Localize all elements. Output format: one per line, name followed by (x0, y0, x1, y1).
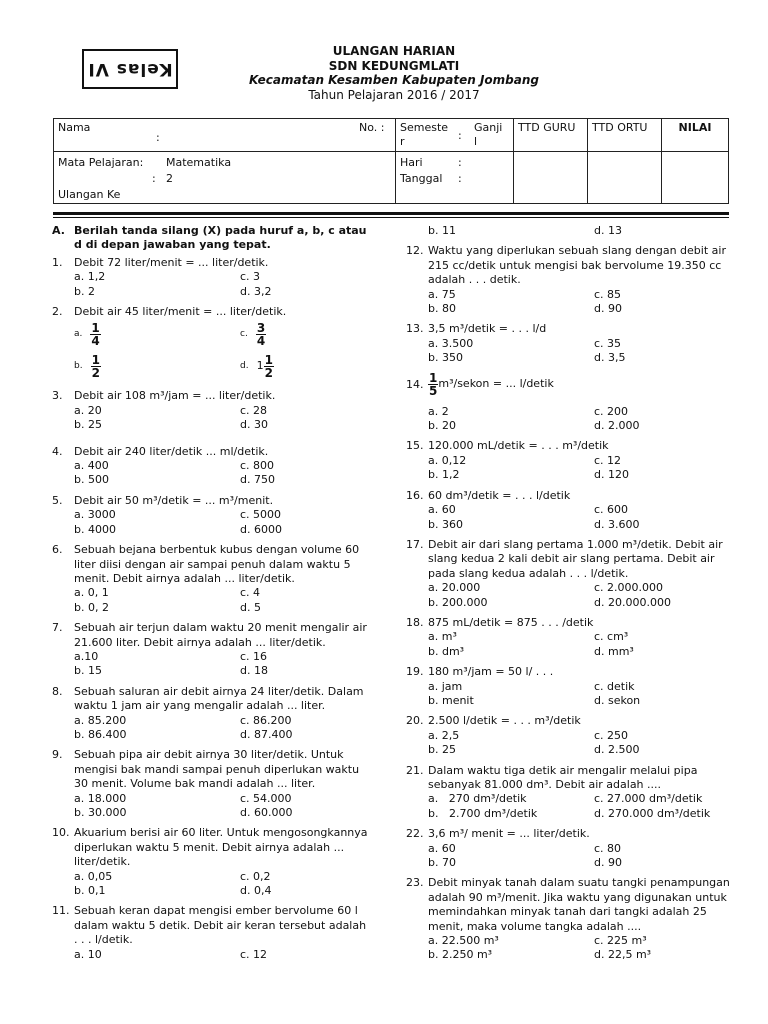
date-label: Tanggal (400, 172, 443, 185)
option-b[interactable]: b. 70 (428, 856, 456, 870)
option-a[interactable]: a. 20.000 (428, 581, 481, 595)
question-number: 16. (406, 488, 424, 502)
question-text: Sebuah keran dapat mengisi ember bervolume 60 l dalam waktu 5 detik. Debit air keran tersebut adalah . . . l/detik. (74, 904, 367, 947)
school-location: Kecamatan Kesamben Kabupaten Jombang (249, 73, 539, 87)
option-a[interactable]: a. 3000 (74, 508, 116, 522)
option-d[interactable]: d. 87.400 (240, 727, 293, 741)
option-d[interactable]: d. 120 (594, 468, 629, 482)
option-a[interactable]: a. 10 (74, 947, 102, 961)
option-d[interactable]: d. sekon (594, 693, 641, 707)
semester-value-a: Ganji (474, 121, 503, 134)
option-a[interactable]: a. 1,2 (74, 270, 106, 284)
option-d[interactable]: d. 750 (240, 473, 275, 487)
day-colon: : (458, 156, 462, 169)
question-text: Debit air 50 m³/detik = ... m³/menit. (74, 493, 274, 507)
question-number: 11. (52, 904, 70, 918)
option-c[interactable]: c. 250 (594, 728, 629, 742)
question-11-continued (406, 224, 736, 238)
option-d[interactable]: d. 5 (240, 600, 261, 614)
option-d[interactable]: d. 3.600 (594, 517, 640, 531)
option-b[interactable]: b. 500 (74, 473, 109, 487)
option-b[interactable]: b. 11 (428, 224, 456, 237)
option-c[interactable]: c. 28 (240, 403, 268, 417)
option-a[interactable]: a.10 (74, 649, 99, 663)
option-b[interactable]: b. 86.400 (74, 727, 127, 741)
question-20 (406, 714, 736, 757)
question-18 (406, 616, 736, 659)
option-b[interactable]: b. 360 (428, 517, 463, 531)
question-number: 22. (406, 827, 424, 841)
subject-cell (54, 152, 396, 204)
option-d[interactable]: d. 270.000 dm³/detik (594, 806, 711, 820)
question-17 (406, 538, 736, 610)
option-a[interactable]: a. 0,12 (428, 453, 467, 467)
fraction: $\frac{1}{4}$ (91, 320, 100, 348)
instruction-text: Berilah tanda silang (X) pada huruf a, b, c atau d di depan jawaban yang tepat. (74, 224, 367, 252)
date-colon: : (458, 172, 462, 185)
option-a[interactable]: a. 22.500 m³ (428, 934, 499, 948)
exam-title: ULANGAN HARIAN (332, 44, 456, 58)
option-d[interactable]: d. 13 (594, 224, 622, 237)
option-a[interactable]: a. jam (428, 679, 463, 693)
ttd-guru-box[interactable] (514, 152, 588, 204)
question-16 (406, 489, 736, 532)
option-c[interactable]: c. 4 (240, 586, 261, 600)
option-c[interactable]: c. 80 (594, 841, 622, 855)
option-d[interactable]: d. 22,5 m³ (594, 948, 652, 962)
ttd-ortu-box[interactable] (588, 152, 662, 204)
option-letter: c. (240, 329, 248, 340)
question-number: 4. (52, 444, 63, 458)
nilai-header: NILAI (662, 119, 729, 152)
question-text: Sebuah air terjun dalam waktu 20 menit mengalir air 21.600 liter. Debit airnya adalah ... liter/detik. (74, 621, 367, 649)
question-7 (52, 621, 372, 679)
question-number: 17. (406, 537, 424, 551)
document-header (200, 44, 588, 102)
name-label: Nama (58, 121, 91, 134)
question-number: 2. (52, 305, 63, 319)
academic-year: Tahun Pelajaran 2016 / 2017 (308, 87, 480, 102)
class-stamp (82, 49, 178, 89)
question-text: Akuarium berisi air 60 liter. Untuk mengosongkannya diperlukan waktu 5 menit. Debit airnya adalah ... liter/detik. (74, 826, 368, 869)
option-b[interactable]: b. 350 (428, 351, 463, 365)
option-a[interactable]: a. 20 (74, 403, 102, 417)
date-cell[interactable] (396, 152, 514, 204)
question-text: Sebuah bejana berbentuk kubus dengan volume 60 liter diisi dengan air sampai penuh dalam waktu 5 menit. Debit airnya adalah ... liter/detik. (74, 543, 360, 585)
option-c[interactable]: c. 27.000 dm³/detik (594, 792, 703, 806)
option-a[interactable]: a. 60 (428, 841, 456, 855)
question-8 (52, 685, 372, 743)
day-label: Hari (400, 156, 423, 169)
option-c[interactable]: c. detik (594, 679, 635, 693)
mixed-fraction: 1 $\frac{1}{2}$ (256, 352, 273, 380)
question-text: 60 dm³/detik = . . . l/detik (428, 488, 571, 502)
question-number: 21. (406, 763, 424, 777)
option-a[interactable]: a. m³ (428, 630, 457, 644)
question-text: Waktu yang diperlukan sebuah slang dengan debit air 215 cc/detik untuk mengisi bak bervolume 19.350 cc adalah . . . detik. (428, 244, 726, 287)
question-21 (406, 764, 736, 822)
question-23 (406, 876, 736, 962)
question-5 (52, 494, 372, 537)
option-d[interactable]: d. 3,5 (594, 351, 626, 365)
question-text: Debit air dari slang pertama 1.000 m³/detik. Debit air slang kedua 2 kali debit air slang pertama. Debit air pada slang kedua adalah . . . l/detik. (428, 537, 723, 580)
semester-cell (396, 119, 514, 152)
option-d[interactable]: d. 60.000 (240, 806, 293, 819)
option-c[interactable]: c. 35 (594, 336, 622, 350)
option-a[interactable] (74, 319, 240, 349)
option-b[interactable]: b. menit (428, 693, 474, 707)
option-b[interactable]: b. 15 (74, 664, 102, 678)
question-2 (52, 305, 372, 381)
fraction: $\frac{1}{2}$ (91, 352, 100, 380)
student-info-table (53, 118, 729, 204)
question-9 (52, 748, 372, 820)
question-13 (406, 322, 736, 365)
option-letter: a. (74, 329, 83, 340)
question-number: 18. (406, 615, 424, 629)
question-15 (406, 439, 736, 482)
class-stamp-text: Kelas VI (87, 59, 173, 79)
ttd-guru-header: TTD GURU (514, 119, 588, 152)
question-number: 5. (52, 493, 63, 507)
option-c[interactable]: c. 86.200 (240, 713, 292, 727)
school-name: SDN KEDUNGMLATI (328, 58, 460, 73)
question-number: 7. (52, 621, 63, 635)
left-column (52, 224, 372, 968)
option-letter: d. (240, 361, 249, 372)
option-d[interactable]: d. 90 (594, 302, 622, 316)
question-text: Debit minyak tanah dalam suatu tangki penampungan adalah 90 m³/menit. Jika waktu yang digunakan untuk memindahkan minyak tanah dari tangki adalah 25 menit, maka volume tangka adalah .... (428, 876, 730, 933)
question-text: Debit air 108 m³/jam = ... liter/detik. (74, 389, 276, 403)
question-12 (406, 244, 736, 316)
question-text: Dalam waktu tiga detik air mengalir melalui pipa sebanyak 81.000 dm³. Debit air adalah .... (428, 763, 698, 791)
fraction: $\frac{3}{4}$ (256, 320, 266, 348)
option-c[interactable]: c. 225 m³ (594, 934, 647, 948)
semester-colon: : (458, 129, 462, 142)
question-14 (406, 372, 736, 434)
question-text: Sebuah pipa air debit airnya 30 liter/detik. Untuk mengisi bak mandi sampai penuh diperlukan waktu 30 menit. Volume bak mandi adalah ... liter. (74, 748, 360, 791)
option-a[interactable]: a. 2,5 (428, 728, 460, 742)
option-b[interactable]: b. 25 (428, 743, 456, 757)
divider-thin (53, 217, 729, 218)
option-b[interactable]: b. 1,2 (428, 468, 460, 482)
option-b[interactable]: b. 20 (428, 419, 456, 433)
option-d[interactable]: d. 2.000 (594, 419, 640, 433)
option-b[interactable]: b. 25 (74, 418, 102, 432)
question-number: 23. (406, 876, 424, 890)
question-3 (52, 389, 372, 432)
option-b[interactable]: b. 0,1 (74, 884, 106, 898)
option-b[interactable] (74, 351, 240, 381)
option-d[interactable]: d. 90 (594, 856, 622, 870)
exam-number-colon: : (152, 172, 156, 185)
option-a[interactable]: a. 0, 1 (74, 586, 109, 600)
question-11 (52, 904, 372, 962)
option-a[interactable]: a. 400 (74, 459, 109, 473)
question-6 (52, 543, 372, 615)
exam-number-value: 2 (166, 172, 173, 185)
option-d[interactable]: d. 2.500 (594, 743, 640, 757)
ttd-ortu-header: TTD ORTU (588, 119, 662, 152)
option-a[interactable]: a. 18.000 (74, 791, 127, 805)
option-c[interactable]: c. 600 (594, 503, 629, 517)
option-c[interactable]: c. cm³ (594, 630, 629, 644)
option-d[interactable]: d. 3,2 (240, 284, 272, 298)
right-column (406, 224, 736, 969)
option-d[interactable]: d. 6000 (240, 522, 282, 536)
question-text: 2.500 l/detik = . . . m³/detik (428, 714, 581, 728)
option-b[interactable]: b. 2.250 m³ (428, 948, 493, 962)
question-text: Debit 72 liter/menit = ... liter/detik. (74, 255, 269, 269)
question-10 (52, 826, 372, 898)
nilai-box[interactable] (662, 152, 729, 204)
question-text: 120.000 mL/detik = . . . m³/detik (428, 439, 609, 453)
option-a[interactable]: a. 85.200 (74, 713, 127, 727)
question-text: Debit air 240 liter/detik ... ml/detik. (74, 444, 269, 458)
question-number: 15. (406, 439, 424, 453)
option-a[interactable]: a. 2 (428, 404, 449, 418)
option-c[interactable]: c. 200 (594, 404, 629, 418)
question-19 (406, 665, 736, 708)
option-c[interactable]: c. 12 (240, 947, 268, 961)
option-b[interactable]: b. dm³ (428, 644, 465, 658)
option-b[interactable]: b. 4000 (74, 522, 116, 536)
instruction (52, 224, 372, 253)
question-number: 9. (52, 748, 63, 762)
semester-label-b: r (400, 135, 405, 148)
question-number: 8. (52, 684, 63, 698)
option-a[interactable]: a. 270 dm³/detik (428, 792, 527, 806)
option-a[interactable]: a. 3.500 (428, 336, 474, 350)
option-c[interactable]: c. 12 (594, 453, 622, 467)
option-d[interactable]: d. 18 (240, 664, 268, 678)
question-text: 3,6 m³/ menit = ... liter/detik. (428, 827, 590, 841)
option-c[interactable]: c. 85 (594, 287, 622, 301)
option-letter: b. (74, 361, 83, 372)
name-cell[interactable] (54, 119, 396, 152)
option-c[interactable]: c. 54.000 (240, 791, 292, 805)
question-text: Sebuah saluran air debit airnya 24 liter/detik. Dalam waktu 1 jam air yang mengalir adalah ... liter. (74, 684, 364, 713)
question-number: 1. (52, 255, 63, 269)
question-text: Debit air 45 liter/menit = ... liter/detik. (74, 305, 287, 319)
option-a[interactable]: a. 60 (428, 503, 456, 517)
question-number: 13. (406, 322, 424, 336)
question-number: 19. (406, 665, 424, 679)
semester-label-a: Semeste (400, 121, 449, 134)
question-number: 14. (406, 377, 424, 391)
option-b[interactable]: b. 0, 2 (74, 600, 109, 614)
question-text: $\frac{1}{5}$ m³/sekon = ... l/detik (429, 370, 554, 398)
option-b[interactable]: b. 200.000 (428, 595, 488, 609)
divider-thick (53, 212, 729, 215)
number-label: No. : (359, 121, 385, 134)
option-d[interactable]: d. 30 (240, 418, 268, 432)
question-text: 180 m³/jam = 50 l/ . . . (428, 665, 554, 679)
question-4 (52, 445, 372, 488)
option-c[interactable]: c. 16 (240, 649, 268, 663)
option-b[interactable]: b. 2 (74, 284, 95, 298)
option-b[interactable]: b. 30.000 (74, 806, 127, 819)
subject-value: Matematika (166, 156, 232, 169)
option-c[interactable]: c. 2.000.000 (594, 581, 664, 595)
option-c[interactable] (240, 319, 372, 349)
option-a[interactable]: a. 0,05 (74, 869, 113, 883)
option-c[interactable]: c. 3 (240, 270, 261, 284)
question-number: 20. (406, 714, 424, 728)
option-c[interactable]: c. 5000 (240, 508, 282, 522)
option-d[interactable]: d. 20.000.000 (594, 595, 671, 609)
exam-number-label: Ulangan Ke (58, 188, 121, 201)
question-22 (406, 827, 736, 870)
option-c[interactable]: c. 800 (240, 459, 275, 473)
option-d[interactable]: d. 0,4 (240, 884, 272, 898)
semester-value-b: l (474, 135, 478, 148)
option-c[interactable]: c. 0,2 (240, 869, 271, 883)
fraction: $\frac{1}{5}$ (429, 370, 438, 398)
question-1 (52, 256, 372, 299)
subject-label: Mata Pelajaran: (58, 156, 144, 169)
question-number: 3. (52, 389, 63, 403)
option-a[interactable]: a. 75 (428, 287, 456, 301)
question-number: 12. (406, 244, 424, 258)
option-d[interactable]: d. mm³ (594, 644, 634, 658)
question-text: 875 mL/detik = 875 . . . /detik (428, 615, 594, 629)
question-text: 3,5 m³/detik = . . . l/d (428, 322, 547, 336)
name-colon: : (156, 131, 160, 144)
instruction-label: A. (52, 224, 65, 237)
option-b[interactable]: b. 2.700 dm³/detik (428, 806, 538, 820)
question-number: 10. (52, 826, 70, 840)
option-b[interactable]: b. 80 (428, 302, 456, 316)
question-number: 6. (52, 543, 63, 557)
option-d[interactable] (240, 351, 372, 381)
